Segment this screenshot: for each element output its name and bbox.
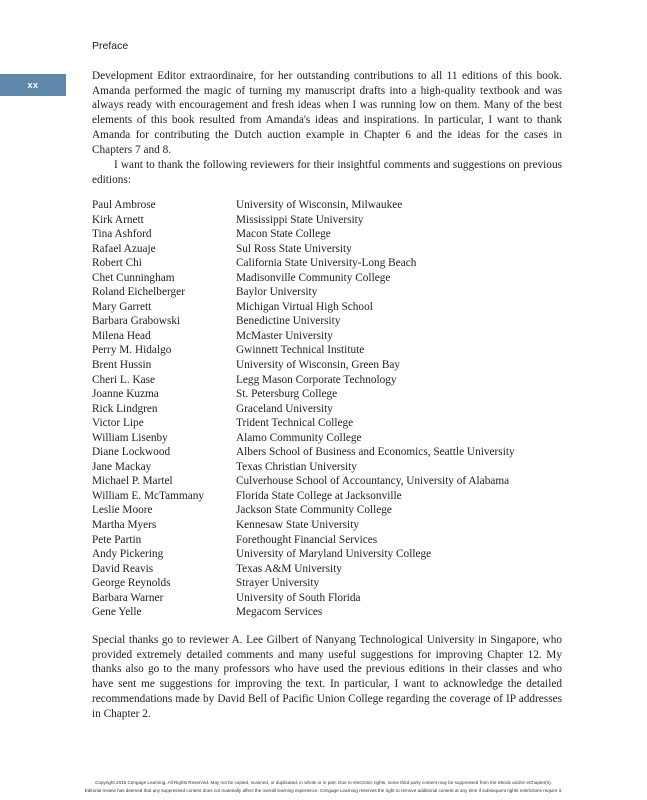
reviewer-institution: Madisonville Community College (236, 271, 391, 284)
reviewer-row (92, 576, 572, 591)
reviewer-row (92, 285, 572, 300)
reviewer-institution: Alamo Community College (236, 431, 362, 444)
reviewer-row (92, 387, 572, 402)
reviewer-name: Perry M. Hidalgo (92, 344, 172, 357)
reviewer-institution: California State University-Long Beach (236, 257, 417, 270)
reviewer-row (92, 547, 572, 562)
reviewer-name: William Lisenby (92, 431, 168, 444)
reviewer-institution: Strayer University (236, 577, 320, 590)
reviewer-row (92, 402, 572, 417)
reviewer-institution: Sul Ross State University (236, 242, 352, 255)
reviewer-row (92, 518, 572, 533)
reviewer-row (92, 431, 572, 446)
reviewer-row (92, 489, 572, 504)
copyright-footer-line-2: Editorial review has deemed that any suppressed content does not materially affect the overall learning experience. Cengage Learning reserves the right to remove additional content at any time if subsequent rights restrictions require it. (84, 788, 563, 793)
reviewer-institution: McMaster University (236, 329, 333, 342)
reviewer-institution: University of South Florida (236, 591, 361, 604)
reviewer-name: Roland Eichelberger (92, 286, 185, 299)
reviewer-row (92, 445, 572, 460)
reviewer-row (92, 271, 572, 286)
running-head: Preface (92, 40, 129, 52)
reviewer-institution: Texas Christian University (236, 460, 357, 473)
reviewer-name: Milena Head (92, 329, 151, 342)
reviewer-institution: Florida State College at Jacksonville (236, 489, 402, 502)
reviewer-name: Robert Chi (92, 257, 142, 270)
reviewer-name: Mary Garrett (92, 300, 152, 313)
reviewer-name: Rafael Azuaje (92, 242, 156, 255)
reviewer-row (92, 591, 572, 606)
reviewer-institution: Albers School of Business and Economics, Seattle University (236, 446, 515, 459)
page-number-tab: xx (0, 74, 66, 96)
reviewer-institution: Gwinnett Technical Institute (236, 344, 365, 357)
reviewer-name: Jane Mackay (92, 460, 152, 473)
reviewer-row (92, 460, 572, 475)
reviewer-row (92, 300, 572, 315)
reviewer-name: William E. McTammany (92, 489, 205, 502)
reviewer-institution: University of Wisconsin, Milwaukee (236, 199, 403, 211)
reviewer-row (92, 562, 572, 577)
reviewer-institution: Legg Mason Corporate Technology (236, 373, 397, 386)
reviewer-row (92, 198, 572, 213)
reviewer-name: Rick Lindgren (92, 402, 158, 415)
reviewer-row (92, 329, 572, 344)
reviewer-name: Andy Pickering (92, 548, 164, 561)
special-thanks-paragraph: Special thanks go to reviewer A. Lee Gilbert of Nanyang Technological University in Singapore, who provided extremely detailed comments and many useful suggestions for improving Chapter 12. My thanks also go to the many professors who have used the previous editions in their classes and who have sent me suggestions for improving the text. In particular, I want to acknowledge the detailed recommendations made by David Bell of Pacific Union College regarding the coverage of IP addresses in Chapter 2. (92, 634, 562, 720)
reviewer-row (92, 227, 572, 242)
reviewer-name: Michael P. Martel (92, 475, 173, 488)
reviewer-institution: University of Wisconsin, Green Bay (236, 359, 401, 372)
reviewer-institution: Culverhouse School of Accountancy, University of Alabama (236, 475, 510, 488)
reviewer-row (92, 256, 572, 271)
reviewer-institution: Jackson State Community College (236, 504, 392, 517)
reviewer-row (92, 533, 572, 548)
reviewer-name: Gene Yelle (92, 606, 142, 619)
reviewer-row (92, 416, 572, 431)
reviewer-institution: Texas A&M University (236, 562, 342, 575)
reviewer-institution: Megacom Services (236, 606, 323, 619)
reviewer-institution: Mississippi State University (236, 213, 364, 226)
reviewer-name: Cheri L. Kase (92, 373, 156, 386)
reviewer-list (92, 198, 572, 620)
reviewer-row (92, 503, 572, 518)
reviewer-name: George Reynolds (92, 577, 171, 590)
reviewer-name: Martha Myers (92, 519, 157, 532)
reviewer-name: Barbara Grabowski (92, 315, 181, 328)
reviewer-name: Leslie Moore (92, 504, 153, 517)
copyright-footer-line-1: Copyright 2015 Cengage Learning. All Rights Reserved. May not be copied, scanned, or duplicated, in whole or in part. Due to electronic rights, some third party content may be suppressed from the eBook and/or eChapter(s). (95, 780, 552, 785)
reviewer-row (92, 605, 572, 620)
reviewer-institution: Macon State College (236, 228, 331, 241)
reviewer-row (92, 474, 572, 489)
reviewer-institution: Benedictine University (236, 315, 341, 328)
reviewer-institution: Trident Technical College (236, 417, 354, 430)
reviewer-name: David Reavis (92, 562, 154, 575)
reviewer-row (92, 213, 572, 228)
reviewer-institution: Graceland University (236, 402, 333, 415)
reviewer-row (92, 242, 572, 257)
reviewer-name: Barbara Warner (92, 591, 164, 604)
reviewer-name: Paul Ambrose (92, 199, 156, 211)
reviewer-row (92, 358, 572, 373)
reviewer-row (92, 343, 572, 358)
reviewer-name: Brent Hussin (92, 359, 152, 372)
reviewer-name: Chet Cunningham (92, 271, 175, 284)
reviewer-institution: University of Maryland University College (236, 548, 432, 561)
reviewer-institution: Michigan Virtual High School (236, 300, 373, 313)
reviewer-name: Kirk Arnett (92, 213, 144, 226)
reviewer-name: Victor Lipe (92, 417, 144, 430)
reviewer-name: Tina Ashford (92, 228, 152, 241)
reviewer-row (92, 373, 572, 388)
reviewer-row (92, 314, 572, 329)
reviewers-intro-paragraph: I want to thank the following reviewers for their insightful comments and suggestions on previous editions: (92, 159, 562, 186)
reviewer-name: Pete Partin (92, 533, 142, 546)
reviewer-institution: Kennesaw State University (236, 519, 359, 532)
intro-paragraph: Development Editor extraordinaire, for her outstanding contributions to all 11 editions of this book. Amanda performed the magic of turning my manuscript drafts into a high-quality textbook and was always ready with encouragement and fresh ideas when I was running low on them. Many of the best elements of this book resulted from Amanda's ideas and inspirations. In particular, I want to thank Amanda for contributing the Dutch auction example in Chapter 6 and the ideas for the cases in Chapters 7 and 8. (92, 70, 562, 156)
reviewer-institution: Baylor University (236, 286, 318, 299)
reviewer-name: Diane Lockwood (92, 446, 171, 459)
reviewer-institution: Forethought Financial Services (236, 533, 378, 546)
reviewer-institution: St. Petersburg College (236, 388, 338, 401)
reviewer-name: Joanne Kuzma (92, 388, 159, 401)
